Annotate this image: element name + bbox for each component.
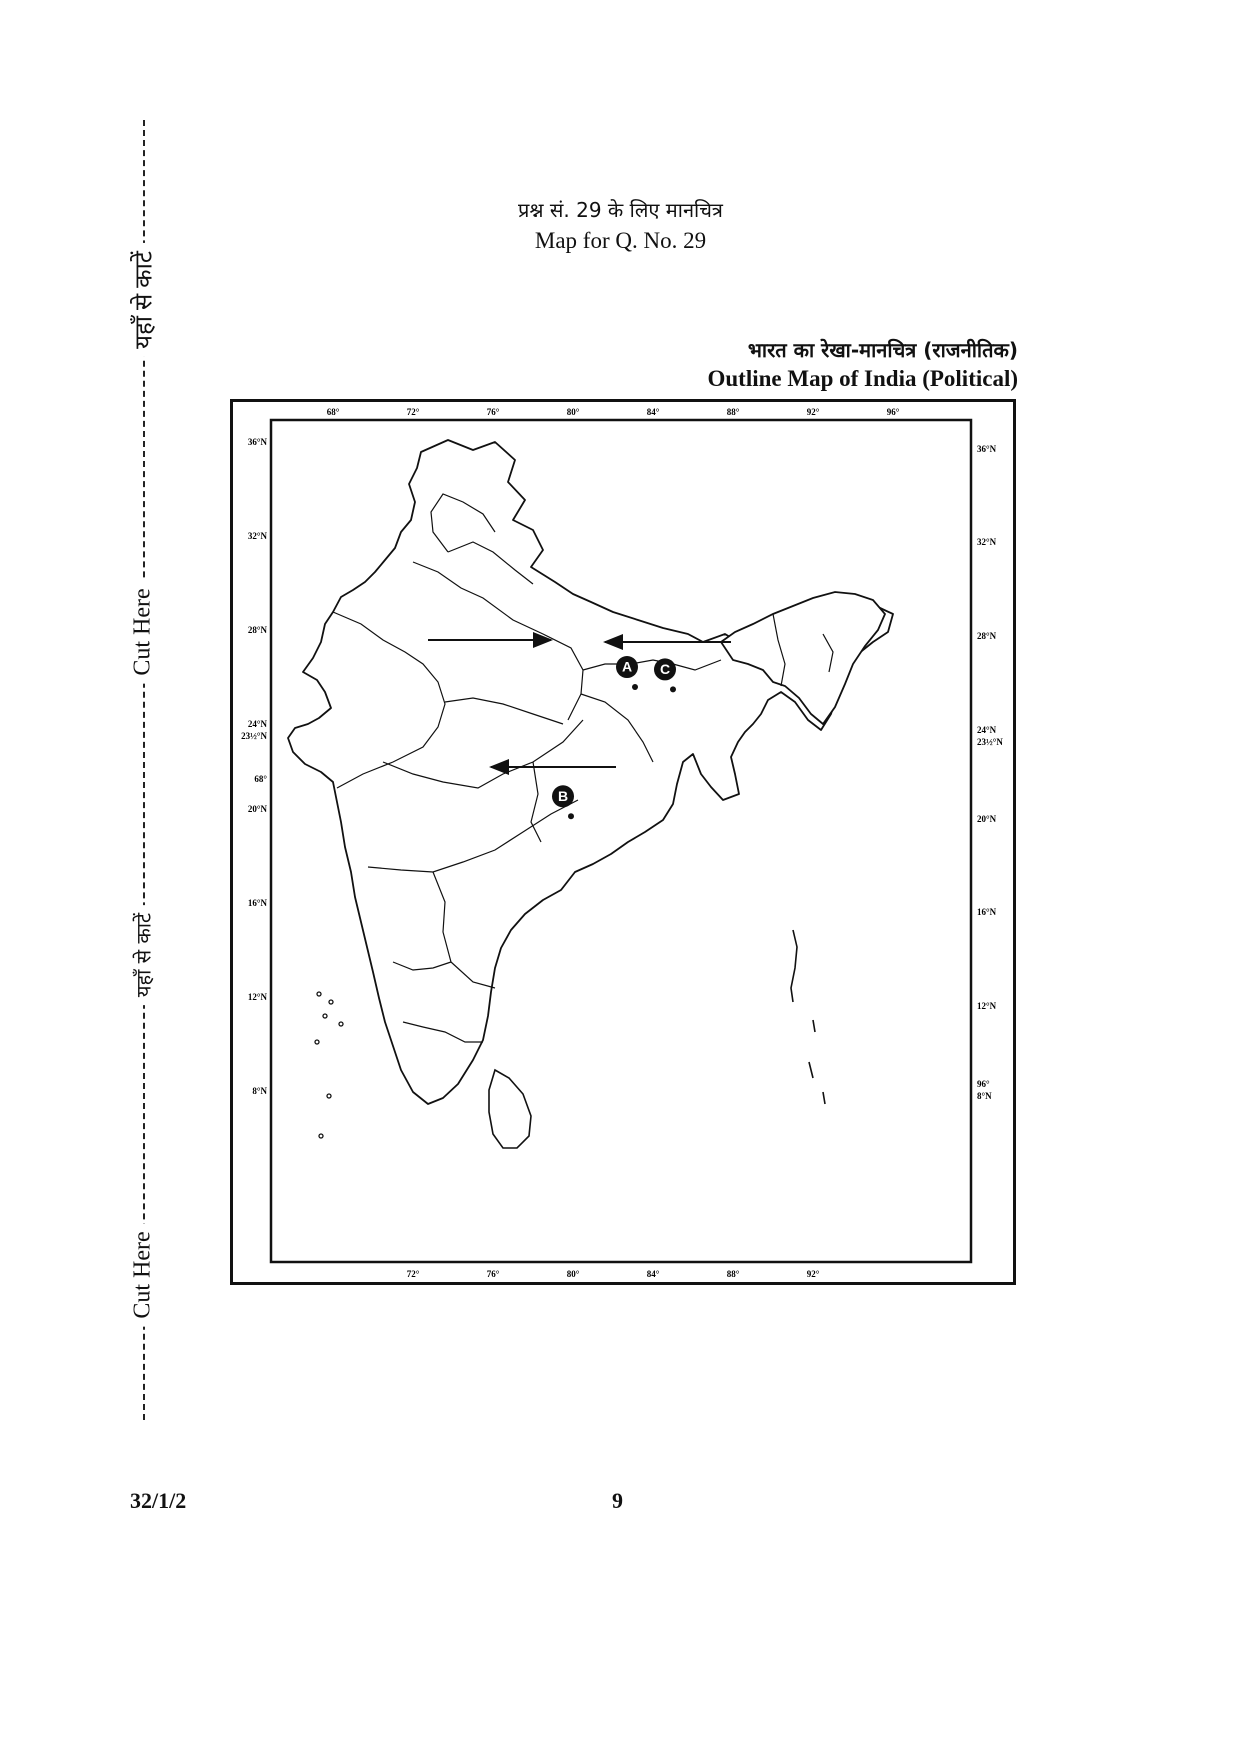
longitude-label: 72° [406,1269,420,1279]
latitude-label: 28°N [977,631,997,641]
marker-point [632,684,638,690]
longitude-label: 88° [726,407,740,417]
marker-label: C [659,660,671,677]
map-frame [230,399,1016,1285]
longitude-label: 92° [806,1269,820,1279]
marker-label: A [621,658,633,675]
cut-label-hindi: यहाँ से काटें [127,243,160,357]
cut-label-english: Cut Here [130,1223,157,1326]
longitude-label: 96° [886,407,900,417]
question-title-english: Map for Q. No. 29 [534,228,707,253]
india-outline-map [233,402,1013,1282]
cut-label-hindi: यहाँ से काटें [130,905,157,1005]
left-latitude-labels [241,437,267,1096]
latitude-label: 23½°N [977,737,1003,747]
longitude-label: 80° [566,407,580,417]
top-longitude-labels [327,407,900,417]
latitude-label: 16°N [977,907,997,917]
longitude-label: 80° [566,1269,580,1279]
bottom-longitude-labels [407,1269,820,1279]
longitude-label: 84° [646,407,660,417]
paper-code: 32/1/2 [130,1488,187,1513]
latitude-label: 36°N [977,444,997,454]
longitude-label: 76° [486,407,500,417]
latitude-label: 32°N [247,531,267,541]
latitude-label: 23½°N [241,731,267,741]
india-outline [288,440,893,1104]
latitude-label: 68° [254,774,267,784]
page-number: 9 [612,1488,623,1513]
latitude-label: 32°N [977,537,997,547]
longitude-label: 92° [806,407,820,417]
latitude-label: 28°N [247,625,267,635]
longitude-label: 76° [486,1269,500,1279]
sri-lanka-outline [489,1070,531,1148]
right-latitude-labels [977,444,1003,1101]
cut-label-english: Cut Here [130,580,157,683]
longitude-label: 72° [406,407,420,417]
latitude-label: 96° [977,1079,990,1089]
andaman-islands [791,930,825,1104]
latitude-label: 20°N [247,804,267,814]
marker-point [568,813,574,819]
map-title-hindi: भारत का रेखा-मानचित्र (राजनीतिक) [747,338,1018,362]
longitude-label: 88° [726,1269,740,1279]
map-title-english: Outline Map of India (Political) [707,366,1018,391]
latitude-label: 8°N [252,1086,267,1096]
longitude-label: 68° [326,407,340,417]
latitude-label: 12°N [247,992,267,1002]
lakshadweep-islands [315,992,343,1138]
marker-label: B [557,787,569,804]
latitude-label: 24°N [977,725,997,735]
latitude-label: 12°N [977,1001,997,1011]
latitude-label: 20°N [977,814,997,824]
latitude-label: 16°N [247,898,267,908]
latitude-label: 8°N [977,1091,992,1101]
marker-point [670,686,676,692]
latitude-label: 36°N [247,437,267,447]
longitude-label: 84° [646,1269,660,1279]
question-title-hindi: प्रश्न सं. 29 के लिए मानचित्र [518,198,723,222]
latitude-label: 24°N [247,719,267,729]
